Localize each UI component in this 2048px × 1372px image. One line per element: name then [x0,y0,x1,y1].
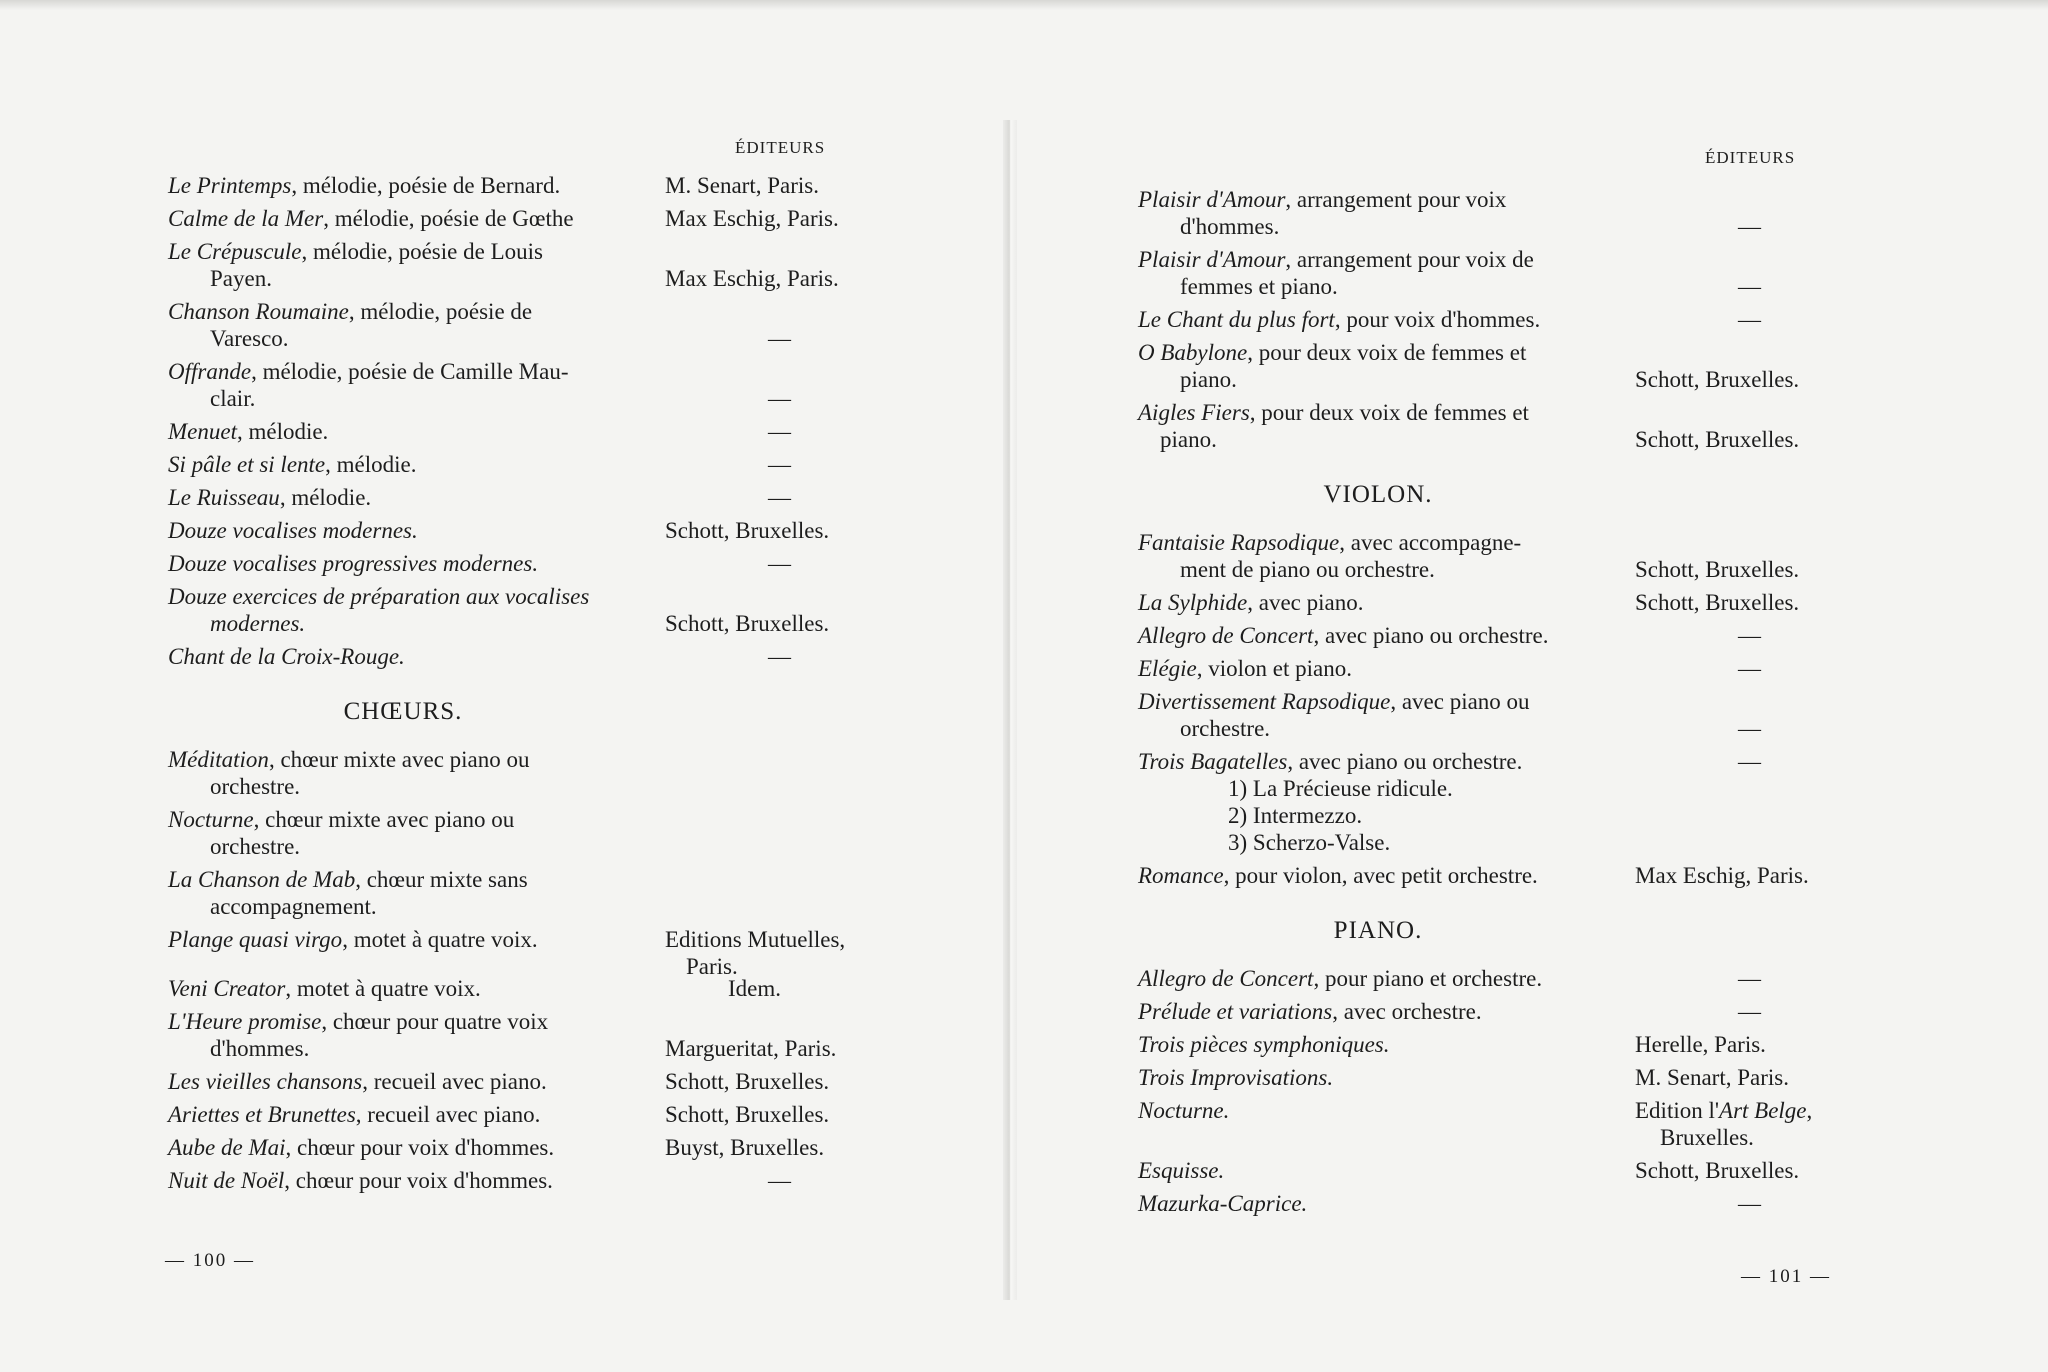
list-item: Douze vocalises modernes. Schott, Bruxelles. [168,518,830,543]
page-number: — 100 — [165,1250,255,1271]
list-item: Plaisir d'Amour, arrangement pour voix de femmes et piano. — [1138,247,1761,299]
list-item: L'Heure promise, chœur pour quatre voix d'hommes. Margueritat, Paris. [168,1009,837,1061]
list-item: Nocturne. Edition l'Art Belge, Bruxelles. [1138,1098,1813,1150]
list-item: Veni Creator, motet à quatre voix. Idem. [168,976,782,1001]
list-item: Chanson Roumaine, mélodie, poésie de Varesco. — [168,299,791,351]
works-list [1138,186,1813,1223]
list-item: O Babylone, pour deux voix de femmes et piano. Schott, Bruxelles. [1138,340,1800,392]
list-item: Calme de la Mer, mélodie, poésie de Gœthe Max Eschig, Paris. [168,206,839,231]
page-number: — 101 — [1741,1266,1831,1287]
list-item: Allegro de Concert, pour piano et orchestre. — [1138,966,1761,991]
list-item: Le Crépuscule, mélodie, poésie de Louis Payen. Max Eschig, Paris. [168,239,839,291]
list-item: Les vieilles chansons, recueil avec piano. Schott, Bruxelles. [168,1069,830,1094]
list-item: Le Printemps, mélodie, poésie de Bernard. M. Senart, Paris. [168,173,819,198]
right-page [1008,0,2048,1372]
list-item: Chant de la Croix-Rouge. — [168,644,791,669]
sub-item: 2) Intermezzo. [1228,803,1363,828]
list-item: Mazurka-Caprice. — [1138,1191,1761,1216]
list-item: Offrande, mélodie, poésie de Camille Mau- clair. — [168,359,791,411]
list-item: Douze exercices de préparation aux vocalises modernes. Schott, Bruxelles. [168,584,830,636]
list-item: Elégie, violon et piano. — [1138,656,1761,681]
list-item: Fantaisie Rapsodique, avec accompagne- ment de piano ou orchestre. Schott, Bruxelles. [1138,530,1800,582]
list-item: Trois pièces symphoniques. Herelle, Paris. [1138,1032,1766,1057]
list-item: Aigles Fiers, pour deux voix de femmes et piano. Schott, Bruxelles. [1138,400,1800,452]
list-item: Aube de Mai, chœur pour voix d'hommes. Buyst, Bruxelles. [168,1135,825,1160]
list-item: Divertissement Rapsodique, avec piano ou orchestre. — [1138,689,1761,741]
list-item: Prélude et variations, avec orchestre. — [1138,999,1761,1024]
sub-item: 3) Scherzo-Valse. [1228,830,1391,855]
section-heading-choeurs: CHŒURS. [343,698,463,725]
list-item: Plaisir d'Amour, arrangement pour voix d'hommes. — [1138,187,1761,239]
list-item: Romance, pour violon, avec petit orchestre. Max Eschig, Paris. [1138,863,1809,888]
melodies-list [168,172,846,1200]
list-item: Méditation, chœur mixte avec piano ou orchestre. [168,747,530,799]
list-item: Ariettes et Brunettes, recueil avec piano. Schott, Bruxelles. [168,1102,830,1127]
left-page [0,0,1005,1372]
list-item: Nocturne, chœur mixte avec piano ou orchestre. [168,807,515,859]
list-item: Douze vocalises progressives modernes. — [168,551,791,576]
section-heading-violon: VIOLON. [1323,481,1433,508]
sub-item: 1) La Précieuse ridicule. [1228,776,1453,801]
list-item: Nuit de Noël, chœur pour voix d'hommes. — [168,1168,791,1193]
editeurs-label: ÉDITEURS [735,138,826,157]
list-item: La Sylphide, avec piano. Schott, Bruxelles. [1138,590,1800,615]
section-heading-piano: PIANO. [1333,917,1423,944]
list-item: Si pâle et si lente, mélodie. — [168,452,791,477]
list-item: Esquisse. Schott, Bruxelles. [1138,1158,1800,1183]
list-item: Le Chant du plus fort, pour voix d'hommes. — [1138,307,1761,332]
list-item: Trois Improvisations. M. Senart, Paris. [1138,1065,1789,1090]
list-item: Le Ruisseau, mélodie. — [168,485,791,510]
list-item: Plange quasi virgo, motet à quatre voix. Editions Mutuelles, Paris. [168,927,846,979]
list-item: Allegro de Concert, avec piano ou orchestre. — [1138,623,1761,648]
list-item: La Chanson de Mab, chœur mixte sans accompagnement. [168,867,528,919]
list-item: Menuet, mélodie. — [168,419,791,444]
list-item: Trois Bagatelles, avec piano ou orchestre. — [1138,749,1761,774]
editeurs-label: ÉDITEURS [1705,148,1796,167]
